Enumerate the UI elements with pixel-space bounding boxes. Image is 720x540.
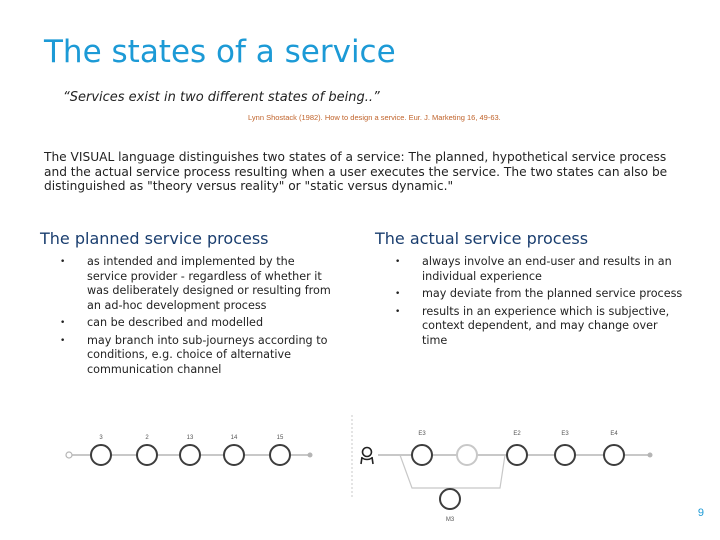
planned-node-label: 14 (230, 435, 238, 441)
planned-node (270, 445, 290, 465)
list-item-text: as intended and implemented by the service provider - regardless of whether it was deliberately designed or resulting from an ad-hoc development process (87, 255, 331, 312)
planned-process-heading: The planned service process (40, 229, 269, 248)
planned-node-label: 3 (99, 435, 103, 441)
planned-node (137, 445, 157, 465)
planned-node-label: 13 (186, 435, 194, 441)
actual-node (507, 445, 527, 465)
actual-node-label: E3 (561, 431, 569, 437)
page-number: 9 (697, 507, 704, 519)
bullet-icon: • (395, 289, 401, 299)
planned-node (180, 445, 200, 465)
citation: Lynn Shostack (1982). How to design a service. Eur. J. Marketing 16, 49-63. (248, 113, 501, 122)
actual-process-heading: The actual service process (375, 229, 589, 248)
planned-node (224, 445, 244, 465)
planned-node-label: 2 (145, 435, 149, 441)
planned-start-node (66, 452, 72, 458)
list-item-text: may deviate from the planned service process (422, 287, 683, 300)
actual-end-node (648, 453, 653, 458)
actual-node (412, 445, 432, 465)
actual-branch-node (440, 489, 460, 509)
actual-node-label: E4 (610, 431, 618, 437)
list-item-text: always involve an end-user and results in an individual experience (422, 255, 672, 283)
planned-node (91, 445, 111, 465)
bullet-icon: • (395, 306, 401, 317)
bullet-icon: • (60, 335, 66, 346)
actual-branch-label: M3 (445, 517, 455, 523)
bullet-icon: • (395, 257, 401, 267)
intro-paragraph: The VISUAL language distinguishes two states of a service: The planned, hypothetical service process and the actual service process resulting when a user executes the service. The two states can also be distinguished as "theory versus reality" or "static versus dynamic." (44, 150, 668, 194)
actual-node-label: E3 (418, 431, 426, 437)
bullet-icon: • (60, 318, 66, 328)
actual-node (604, 445, 624, 465)
list-item-text: results in an experience which is subjective, context dependent, and may change over time (422, 304, 670, 347)
actual-node-label: E2 (513, 431, 521, 437)
planned-process-diagram (66, 435, 313, 465)
bullet-icon: • (60, 257, 66, 267)
planned-node-label: 15 (276, 435, 284, 441)
actual-process-diagram (352, 415, 653, 523)
actual-skipped-node (457, 445, 477, 465)
list-item-text: can be described and modelled (87, 316, 264, 329)
planned-end-node (308, 453, 313, 458)
slide-title: The states of a service (44, 34, 396, 70)
quote: “Services exist in two different states of being..” (63, 90, 380, 105)
list-item-text: may branch into sub-journeys according to conditions, e.g. choice of alternative communication channel (87, 333, 328, 376)
actual-node (555, 445, 575, 465)
person-icon (361, 448, 373, 465)
